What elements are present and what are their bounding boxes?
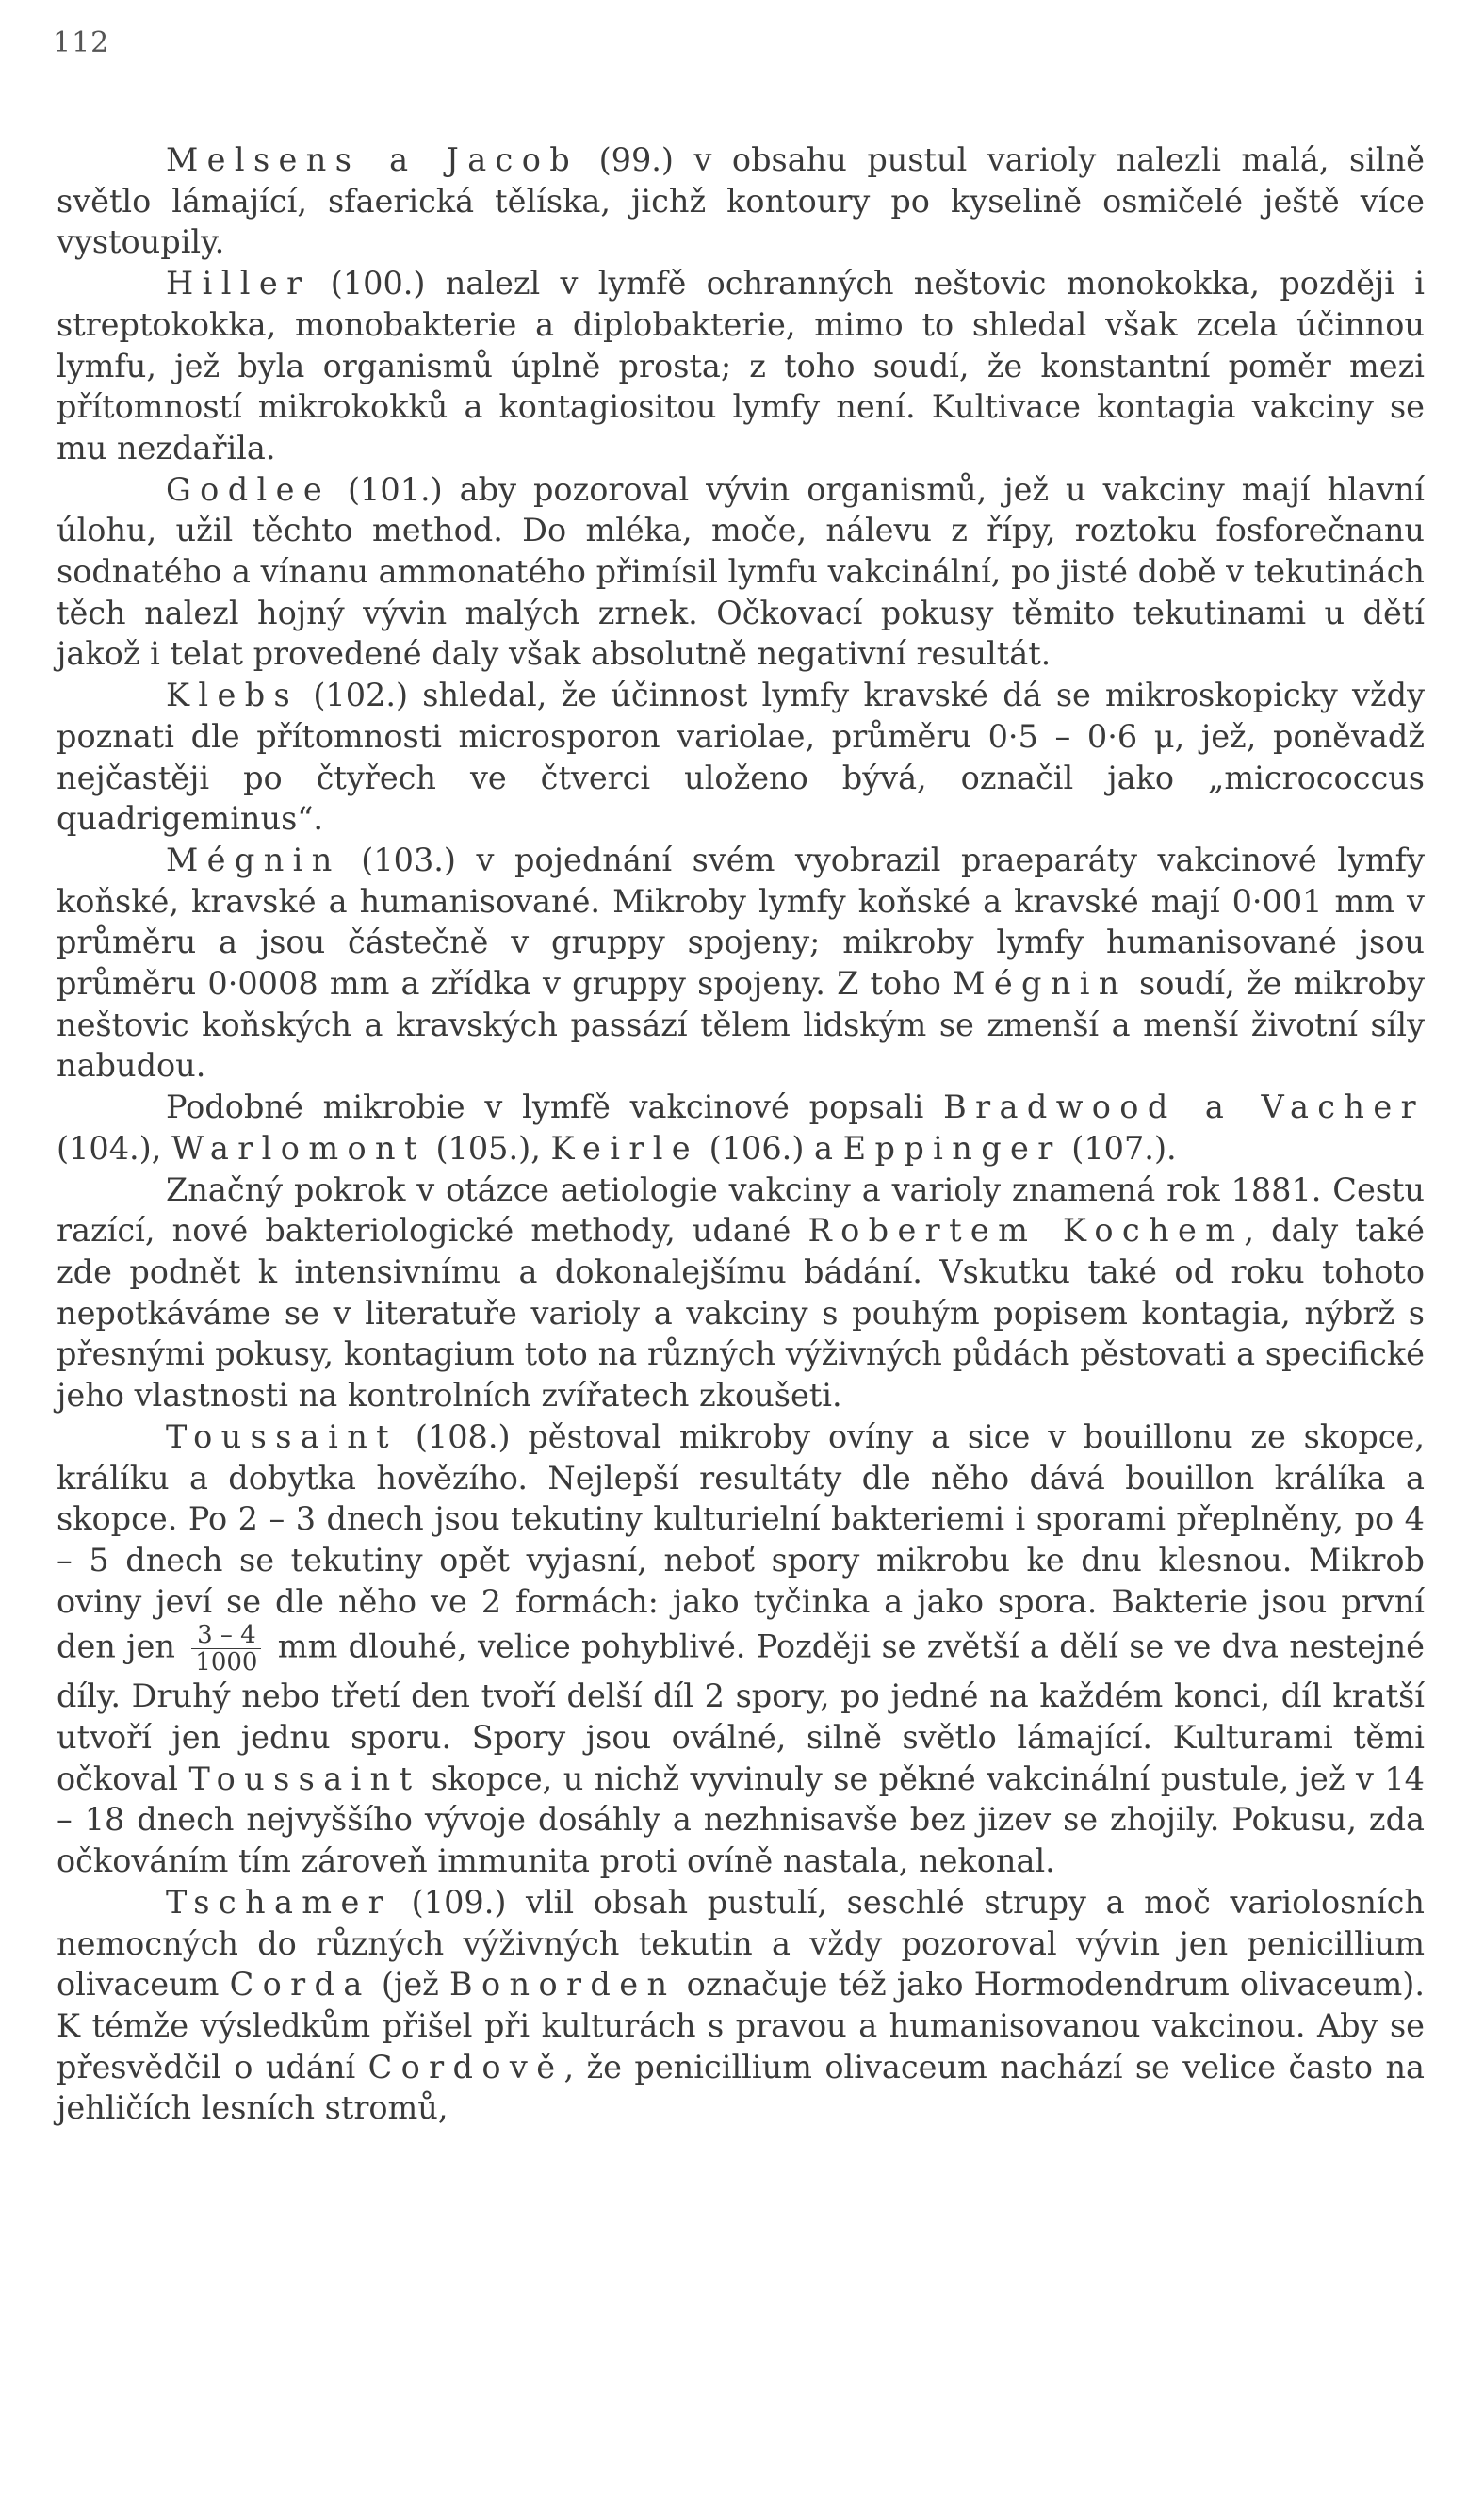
text-run: (101.) aby pozoroval vývin organismů, jež u vakciny mají hlavní úlohu, užil těchto method. Do mléka, moče, nálevu z řípy, roztoku fosforečnanu sodnatého a vínanu ammonatého přimísil lymfu vakcinální, po jisté době v tekutinách těch nalezl hojný vývin malých zrnek. Očkovací pokusy těmito tekutinami u dětí jakož i telat provedené daly však absolutně negativní resultát. [57, 470, 1425, 673]
author-name: Tschamer [166, 1883, 393, 1921]
paragraph [57, 263, 1425, 469]
author-name: Bonorden [448, 1966, 677, 2004]
author-name: Eppinger [842, 1129, 1062, 1167]
text-run: mm dlouhé, velice pohyblivé. Později se zvětší a dělí se ve dva nestejné díly. Druhý nebo třetí den tvoří delší díl 2 spory, po jedné na každém konci, díl kratší utvoří jen jednu sporu. Spory jsou oválné, silně světlo lámající. Kulturami těmi očkoval [57, 1628, 1425, 1797]
paragraph [57, 1882, 1425, 2129]
author-name: Keirle [550, 1129, 700, 1167]
author-name: Cordově [367, 2048, 564, 2086]
text-run: (100.) nalezl v lymfě ochranných neštovic monokokka, později i streptokokka, monobakterie a diplobakterie, mimo to shledal však zcela účinnou lymfu, jež byla organismů úplně prosta; z toho soudí, že konstantní poměr mezi přítomností mikrokokků a kontagiositou lymfy není. Kultivace kontagia vakciny se mu nezdařila. [57, 265, 1425, 466]
paragraph [57, 1170, 1425, 1416]
paragraph [57, 1087, 1425, 1169]
text-run: (104.), [57, 1129, 172, 1167]
text-run: (jež [370, 1966, 449, 2004]
paragraph [57, 469, 1425, 676]
fraction-numerator: 3 – 4 [191, 1622, 261, 1649]
author-name: Klebs [166, 677, 300, 714]
author-name: Warlomont [171, 1129, 426, 1167]
author-name: Robertem Kochem [807, 1212, 1245, 1250]
text-run: (105.), [425, 1129, 551, 1167]
fraction [191, 1622, 261, 1676]
text-body [57, 139, 1425, 2129]
paragraph [57, 139, 1425, 263]
page-number: 112 [53, 26, 110, 59]
text-run: (102.) shledal, že účinnost lymfy kravské dá se mikroskopicky vždy poznati dle přítomnosti microsporon variolae, průměru 0·5 – 0·6 μ, jež, poněvadž nejčastěji po čtyřech ve čtverci uloženo bývá, označil jako „micrococcus quadrigeminus“. [57, 677, 1425, 838]
text-run: (108.) pěstoval mikroby ovíny a sice v bouillonu ze skopce, králíku a dobytka hovězího. Nejlepší resultáty dle něho dává bouillon králíka a skopce. Po 2 – 3 dnech jsou tekutiny kulturielní bakteriemi i sporami přeplněny, po 4 – 5 dnech se tekutiny opět vyjasní, neboť spory mikrobu ke dnu klesnou. Mikrob oviny jeví se dle něho ve 2 formách: jako tyčinka a jako spora. Bakterie jsou první den jen [57, 1417, 1425, 1665]
author-name: Godlee [166, 470, 332, 508]
author-name: Bradwood a Vacher [943, 1088, 1425, 1126]
author-name: Mégnin [166, 841, 341, 878]
text-run: soudí, že mikroby neštovic koňských a kravských passází tělem lidským se zmenší a menší životní síly nabudou. [57, 965, 1425, 1085]
text-run: (103.) v pojednání svém vyobrazil praeparáty vakcinové lymfy koňské, kravské a humanisované. Mikroby lymfy koňské a kravské mají 0·001 mm v průměru a jsou částečně v gruppy spojeny; mikroby lymfy humanisované jsou průměru 0·0008 mm a zřídka v gruppy spojeny. Z toho [57, 841, 1425, 1003]
text-run: označuje též jako Hormodendrum olivaceum). K témže výsledkům přišel při kulturách s pravou a humanisovanou vakcinou. Aby se přesvědčil o udání [57, 1966, 1426, 2086]
author-name: Toussaint [166, 1417, 399, 1455]
author-name: Mégnin [953, 965, 1128, 1003]
paragraph [57, 1416, 1425, 1882]
text-run: , že penicillium olivaceum nachází se velice často na jehličích lesních stromů, [57, 2048, 1425, 2127]
text-run: (106.) a [699, 1129, 843, 1167]
author-name: Hiller [166, 265, 311, 303]
text-run: (99.) v obsahu pustul varioly nalezli malá, silně světlo lámající, sfaerická tělíska, jichž kontoury po kyselině osmičelé ještě více vystoupily. [57, 141, 1425, 261]
fraction-denominator: 1000 [195, 1648, 258, 1677]
text-run: Značný pokrok v otázce aetiologie vakciny a varioly znamená rok 1881. Cestu razící, nové bakteriologické methody, udané [57, 1170, 1425, 1250]
paragraph [57, 840, 1425, 1087]
text-run: Podobné mikrobie v lymfě vakcinové popsali [166, 1088, 944, 1126]
author-name: Toussaint [188, 1759, 421, 1797]
author-name: Melsens a Jacob [166, 141, 579, 178]
paragraph [57, 675, 1425, 840]
text-run: (107.). [1061, 1129, 1177, 1167]
text-run: skopce, u nichž vyvinuly se pěkné vakcinální pustule, jež v 14 – 18 dnech nejvyššího vývoje dosáhly a nezhnisavše bez jizev se zhojily. Pokusu, zda očkováním tím zároveň immunita proti ovíně nastala, nekonal. [57, 1759, 1425, 1880]
text-run: , daly také zde podnět k intensivnímu a dokonalejšímu bádání. Vskutku také od roku tohoto nepotkáváme se v literatuře varioly a vakciny s pouhým popisem kontagia, nýbrž s přesnými pokusy, kontagium toto na různých výživných půdách pěstovati a specifické jeho vlastnosti na kontrolních zvířatech zkoušeti. [57, 1212, 1425, 1415]
text-run: (109.) vlil obsah pustulí, seschlé strupy a moč variolosních nemocných do různých výživných tekutin a vždy pozoroval vývin jen penicillium olivaceum [57, 1883, 1425, 2004]
author-name: Corda [229, 1966, 371, 2004]
